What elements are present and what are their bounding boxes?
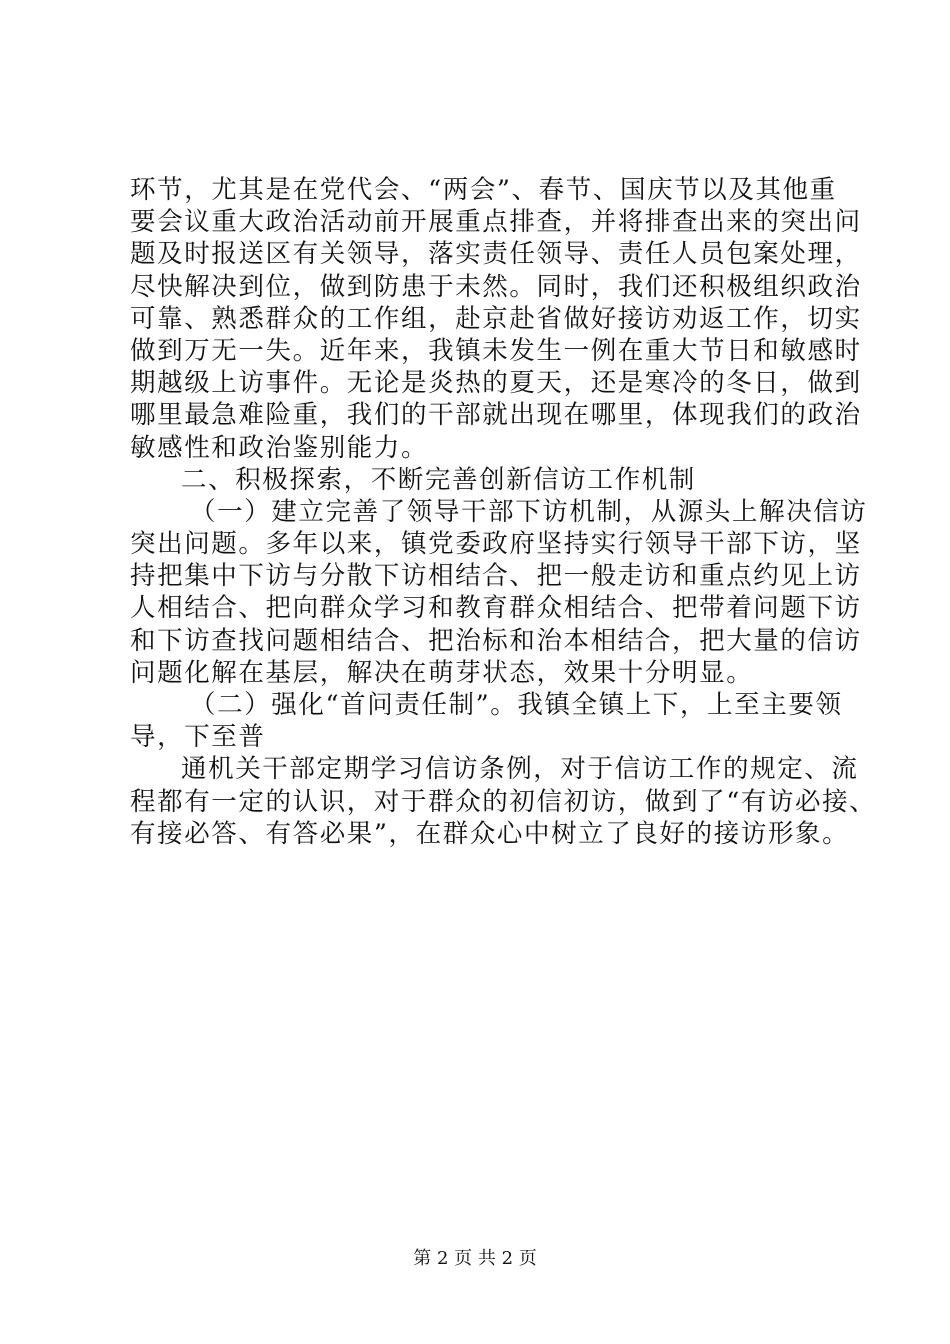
text-line: 哪里最急难险重，我们的干部就出现在哪里，体现我们的政治 — [130, 400, 862, 431]
text-line: 导，下至普 — [130, 722, 266, 753]
text-line: 有接必答、有答必果”，在群众心中树立了良好的接访形象。 — [130, 818, 850, 849]
paragraph-start: 通机关干部定期学习信访条例，对于信访工作的规定、流 — [181, 754, 859, 785]
text-line: 敏感性和政治鉴别能力。 — [130, 432, 429, 463]
text-line: 突出问题。多年以来，镇党委政府坚持实行领导干部下访，坚 — [130, 529, 862, 560]
page-footer — [0, 1244, 950, 1270]
text-line: 环节，尤其是在党代会、“两会”、春节、国庆节以及其他重 — [130, 175, 837, 205]
text-line: 尽快解决到位，做到防患于未然。同时，我们还积极组织政治 — [130, 271, 862, 302]
text-line: 问题化解在基层，解决在萌芽状态，效果十分明显。 — [130, 657, 754, 688]
text-line: 程都有一定的认识，对于群众的初信初访，做到了“有访必接、 — [130, 786, 877, 817]
document-body — [130, 174, 877, 850]
subsection-start: （一）建立完善了领导干部下访机制，从源头上解决信访 — [190, 496, 868, 527]
section-heading: 二、积极探索，不断完善创新信访工作机制 — [181, 464, 696, 495]
subsection-start: （二）强化“首问责任制”。我镇全镇上下，上至主要领 — [190, 690, 843, 720]
text-line: 题及时报送区有关领导，落实责任领导、责任人员包案处理， — [130, 239, 862, 270]
text-line: 持把集中下访与分散下访相结合、把一般走访和重点约见上访 — [130, 561, 862, 592]
page-number: 第 2 页 共 2 页 — [413, 1248, 537, 1269]
text-line: 做到万无一失。近年来，我镇未发生一例在重大节日和敏感时 — [130, 335, 862, 366]
text-line: 和下访查找问题相结合、把治标和治本相结合，把大量的信访 — [130, 625, 862, 656]
text-line: 人相结合、把向群众学习和教育群众相结合、把带着问题下访 — [130, 593, 862, 624]
text-line: 可靠、熟悉群众的工作组，赴京赴省做好接访劝返工作，切实 — [130, 303, 862, 334]
text-line: 要会议重大政治活动前开展重点排查，并将排查出来的突出问 — [130, 207, 862, 238]
text-line: 期越级上访事件。无论是炎热的夏天，还是寒冷的冬日，做到 — [130, 368, 862, 399]
